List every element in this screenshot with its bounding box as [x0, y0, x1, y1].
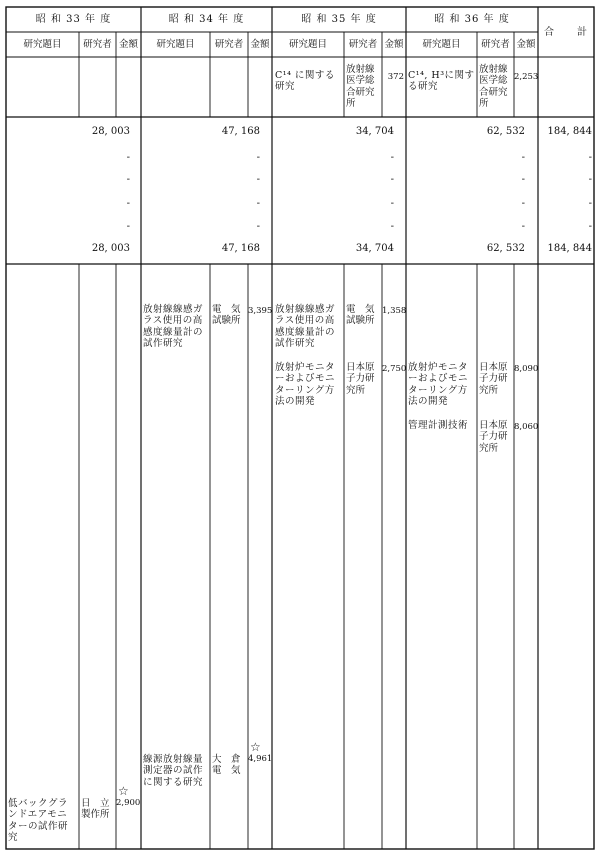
- summary-fy35-top: 34, 704: [355, 126, 394, 137]
- summary-fy36-top: 62, 532: [486, 126, 525, 137]
- summary-total-dash: -: [588, 152, 592, 163]
- summary-fy33-dash: -: [126, 174, 130, 185]
- summary-total-dash: -: [588, 198, 592, 209]
- subheader-researcher-fy35: 研究者: [348, 39, 378, 50]
- subheader-theme-fy33: 研究題目: [23, 39, 62, 50]
- row3-fy34-b-star-icon: ☆: [250, 740, 261, 754]
- summary-fy36-dash: -: [521, 221, 525, 232]
- row3-fy35-a-theme: 放射線線感ガ ラス使用の高 感度線量計の 試作研究: [275, 304, 336, 350]
- summary-fy33-dash: -: [126, 152, 130, 163]
- summary-fy36-bottom: 62, 532: [486, 243, 525, 254]
- row3-fy34-b-theme: 線源放射線量 測定器の試作 に関する研究: [143, 754, 204, 788]
- subheader-researcher-fy36: 研究者: [481, 39, 510, 50]
- row3-fy33-a-researcher: 日 立 製作所: [81, 798, 110, 821]
- row3-fy33-a-theme: 低バックグラ ンドエアモニ ターの試作研 究: [8, 798, 69, 844]
- row3-fy34-a-researcher: 電 気 試験所: [212, 304, 241, 327]
- summary-fy33-dash: -: [126, 221, 130, 232]
- row3-fy35-b-amount: 2,750: [382, 364, 407, 374]
- summary-total-dash: -: [588, 174, 592, 185]
- summary-fy35-dash: -: [390, 198, 394, 209]
- summary-fy35-bottom: 34, 704: [355, 243, 394, 254]
- summary-fy34-top: 47, 168: [221, 126, 260, 137]
- header-fy36: 昭 和 36 年 度: [434, 14, 510, 25]
- header-total: 合 計: [544, 27, 588, 38]
- row3-fy36-b-amount: 8,060: [514, 422, 539, 432]
- subheader-amount-fy35: 金額: [384, 39, 404, 50]
- row3-fy34-a-amount: 3,395: [248, 306, 273, 316]
- subheader-researcher-fy34: 研究者: [214, 39, 244, 50]
- summary-fy35-dash: -: [390, 152, 394, 163]
- summary-fy33-top: 28, 003: [91, 126, 130, 137]
- row1-fy35-theme: C¹⁴ に関する 研究: [275, 70, 335, 93]
- header-fy34: 昭 和 34 年 度: [168, 14, 245, 25]
- summary-fy36-dash: -: [521, 152, 525, 163]
- row3-fy36-a-amount: 8,090: [514, 364, 539, 374]
- summary-fy34-dash: -: [256, 221, 260, 232]
- summary-fy34-dash: -: [256, 152, 260, 163]
- row3-fy34-b-amount: 4,961: [248, 754, 273, 764]
- summary-fy33-dash: -: [126, 198, 130, 209]
- summary-fy33-bottom: 28, 003: [91, 243, 130, 254]
- row3-fy36-a-theme: 放射炉モニタ ーおよびモニ ターリング方 法の開発: [408, 362, 469, 408]
- row3-fy35-b-researcher: 日本原 子力研 究所: [346, 362, 375, 396]
- summary-fy35-dash: -: [390, 221, 394, 232]
- row3-fy35-a-researcher: 電 気 試験所: [346, 304, 375, 327]
- subheader-theme-fy36: 研究題目: [422, 39, 461, 50]
- subheader-theme-fy35: 研究題目: [288, 39, 327, 50]
- subheader-amount-fy36: 金額: [516, 39, 536, 50]
- row3-fy35-a-amount: 1,358: [382, 306, 407, 316]
- summary-fy34-dash: -: [256, 174, 260, 185]
- summary-fy36-dash: -: [521, 174, 525, 185]
- header-fy35: 昭 和 35 年 度: [301, 14, 377, 25]
- row3-fy34-a-theme: 放射線線感ガ ラス使用の高 感度線量計の 試作研究: [143, 304, 204, 350]
- subheader-amount-fy33: 金額: [118, 39, 138, 50]
- row1-fy36-amount: 2,253: [514, 72, 539, 82]
- summary-total-bottom: 184, 844: [547, 243, 592, 254]
- row1-fy36-theme: C¹⁴, H³に関す る研究: [408, 70, 475, 93]
- header-fy33: 昭 和 33 年 度: [35, 14, 112, 25]
- summary-total-top: 184, 844: [547, 126, 592, 137]
- row3-fy33-a-star-icon: ☆: [118, 784, 129, 798]
- summary-fy34-bottom: 47, 168: [221, 243, 260, 254]
- row3-fy35-b-theme: 放射炉モニタ ーおよびモニ ターリング方 法の開発: [275, 362, 336, 408]
- row3-fy33-a-amount: 2,900: [116, 798, 141, 808]
- row1-fy36-researcher: 放射線 医学総 合研究 所: [479, 64, 508, 110]
- subheader-researcher-fy33: 研究者: [83, 39, 112, 50]
- summary-fy35-dash: -: [390, 174, 394, 185]
- row1-fy35-amount: 372: [387, 72, 404, 82]
- subheader-theme-fy34: 研究題目: [156, 39, 195, 50]
- subheader-amount-fy34: 金額: [250, 39, 270, 50]
- summary-total-dash: -: [588, 221, 592, 232]
- row3-fy36-b-theme: 管理計測技術: [408, 420, 469, 431]
- row3-fy36-a-researcher: 日本原 子力研 究所: [479, 362, 508, 396]
- row3-fy36-b-researcher: 日本原 子力研 究所: [479, 420, 508, 454]
- summary-fy34-dash: -: [256, 198, 260, 209]
- row3-fy34-b-researcher: 大 倉 電 気: [212, 754, 241, 777]
- summary-fy36-dash: -: [521, 198, 525, 209]
- row1-fy35-researcher: 放射線 医学総 合研究 所: [346, 64, 375, 110]
